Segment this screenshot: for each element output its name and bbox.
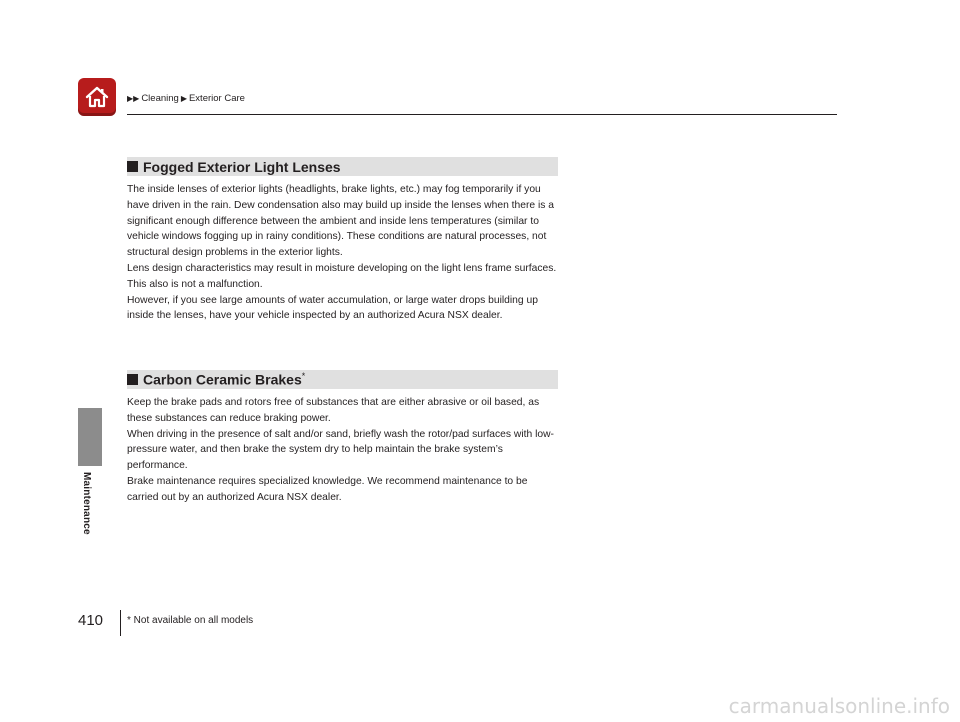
paragraph: However, if you see large amounts of water accumulation, or large water drops building up inside the lenses, have your vehicle inspected by an authorized Acura NSX dealer. <box>127 294 538 322</box>
breadcrumb-arrow-icon: ▶ <box>180 94 187 103</box>
paragraph: When driving in the presence of salt and/or sand, briefly wash the rotor/pad surfaces with low-pressure water, and then brake the system dry to help maintain the brake system’s performance. <box>127 428 554 472</box>
page-number: 410 <box>78 612 104 629</box>
watermark: carmanualsonline.info <box>728 694 950 718</box>
home-button[interactable] <box>78 78 116 116</box>
header-divider <box>127 114 837 115</box>
paragraph: The inside lenses of exterior lights (headlights, brake lights, etc.) may fog temporarily if you have driven in the rain. Dew condensation also may build up inside the lenses when there is a significant enough difference between the ambient and inside lens temperatures (similar to vehicle windows fogging up in rainy conditions). These conditions are natural processes, not structural design problems in the exterior lights. <box>127 184 555 259</box>
section-side-tab[interactable] <box>78 408 102 466</box>
paragraph: Lens design characteristics may result in moisture developing on the light lens frame surfaces. This also is not a malfunction. <box>127 262 557 290</box>
home-icon <box>84 85 110 109</box>
availability-mark: * <box>301 371 306 382</box>
paragraph: Brake maintenance requires specialized knowledge. We recommend maintenance to be carried out by an authorized Acura NSX dealer. <box>127 475 528 503</box>
footnote: * Not available on all models <box>127 615 254 626</box>
section-heading-carbon-brakes <box>127 370 558 389</box>
section-body-carbon-brakes <box>127 395 559 506</box>
footnote-divider <box>120 610 121 636</box>
breadcrumb-arrow-icon: ▶▶ <box>127 94 140 103</box>
heading-square-icon <box>127 161 138 172</box>
paragraph: Keep the brake pads and rotors free of substances that are either abrasive or oil based, as these substances can reduce braking power. <box>127 397 540 424</box>
breadcrumb-item-exterior-care[interactable]: Exterior Care <box>188 93 245 104</box>
section-title-text: Carbon Ceramic Brakes <box>143 371 302 388</box>
heading-square-icon <box>127 374 138 385</box>
section-title: Fogged Exterior Light Lenses <box>143 158 341 175</box>
section-body-fogged-lenses <box>127 182 559 324</box>
breadcrumb-item-cleaning[interactable]: Cleaning <box>141 93 179 104</box>
section-side-label: Maintenance <box>81 472 92 535</box>
section-heading-fogged-lenses <box>127 157 558 176</box>
breadcrumb <box>127 93 245 104</box>
section-title <box>143 371 305 388</box>
